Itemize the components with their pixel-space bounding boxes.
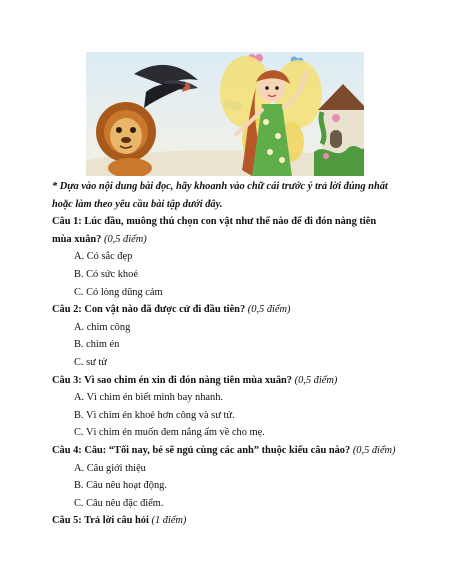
question-4 xyxy=(52,442,398,460)
question-text: Câu 3: Vì sao chim én xin đi đón nàng tiên mùa xuân? xyxy=(52,374,293,386)
question-score: (1 điểm) xyxy=(151,515,187,527)
exercise-text xyxy=(52,178,398,530)
answer-option[interactable]: C. Có lòng dũng cảm xyxy=(74,286,163,298)
question-score: (0,5 điểm) xyxy=(352,444,396,456)
answer-option[interactable]: C. Câu nêu đặc điểm. xyxy=(74,497,164,509)
answer-option[interactable]: B. chim én xyxy=(74,339,120,351)
question-1 xyxy=(52,213,398,248)
answer-option[interactable]: B. Có sức khoẻ xyxy=(74,268,138,280)
question-text: Câu 5: Trả lời câu hỏi xyxy=(52,515,149,527)
question-3 xyxy=(52,372,398,390)
question-text: Câu 1: Lúc đầu, muông thú chọn con vật như thế nào để đi đón nàng tiên mùa xuân? xyxy=(52,216,377,245)
question-text: Câu 4: Câu: “Tối nay, bé sẽ ngủ cùng các anh” thuộc kiểu câu nào? xyxy=(52,444,351,456)
answer-option[interactable]: A. Câu giới thiệu xyxy=(74,462,146,474)
answer-option[interactable]: A. Có sắc đẹp xyxy=(74,251,133,263)
question-text: Câu 2: Con vật nào đã được cử đi đầu tiên? xyxy=(52,304,246,316)
answer-option[interactable]: C. Vì chim én muốn đem nắng ấm về cho mẹ. xyxy=(74,427,265,439)
answer-option[interactable]: A. Vì chim én biết mình bay nhanh. xyxy=(74,392,224,404)
question-2 xyxy=(52,301,398,319)
answer-option[interactable]: C. sư tử xyxy=(74,356,107,368)
question-score: (0,5 điểm) xyxy=(247,304,291,316)
instruction-text: * Dựa vào nội dung bài đọc, hãy khoanh vào chữ cái trước ý trả lời đúng nhất hoặc làm theo yêu cầu bài tập dưới đây. xyxy=(52,181,388,210)
answer-option[interactable]: A. chim công xyxy=(74,321,131,333)
question-score: (0,5 điểm) xyxy=(103,233,147,245)
answer-option[interactable]: B. Câu nêu hoạt động. xyxy=(74,480,167,492)
question-5 xyxy=(52,512,398,530)
story-illustration xyxy=(86,52,364,176)
question-score: (0,5 điểm) xyxy=(294,374,338,386)
answer-option[interactable]: B. Vì chim én khoẻ hơn công và sư tử. xyxy=(74,409,235,421)
